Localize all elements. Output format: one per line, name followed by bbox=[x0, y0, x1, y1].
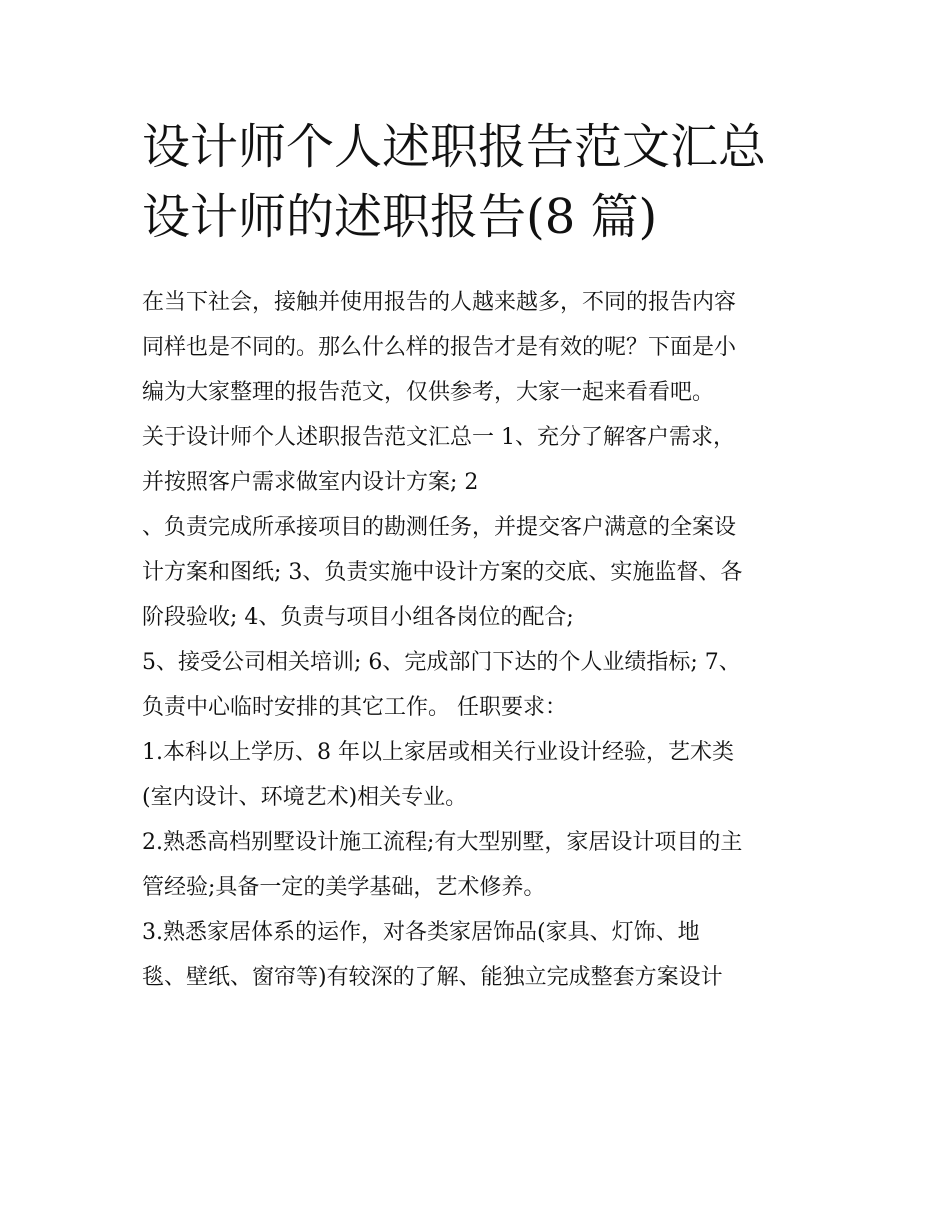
body-line: 2.熟悉高档别墅设计施工流程;有大型别墅，家居设计项目的主 bbox=[142, 830, 743, 855]
body-line: 管经验;具备一定的美学基础，艺术修养。 bbox=[142, 875, 546, 900]
body-line: 关于设计师个人述职报告范文汇总一 1、充分了解客户需求， bbox=[142, 425, 735, 450]
body-line: 负责中心临时安排的其它工作。 任职要求： bbox=[142, 695, 567, 720]
title-line: 设计师的述职报告(8 篇) bbox=[142, 189, 658, 245]
body-line: 编为大家整理的报告范文，仅供参考，大家一起来看看吧。 bbox=[142, 380, 715, 405]
body-line: 毯、壁纸、窗帘等)有较深的了解、能独立完成整套方案设计 bbox=[142, 965, 723, 990]
body-line: 1.本科以上学历、8 年以上家居或相关行业设计经验，艺术类 bbox=[142, 740, 734, 765]
body-line: 3.熟悉家居体系的运作，对各类家居饰品(家具、灯饰、地 bbox=[142, 920, 700, 945]
title-line: 设计师个人述职报告范文汇总 bbox=[142, 119, 767, 175]
document-body bbox=[142, 280, 822, 1000]
body-line: 计方案和图纸; 3、负责实施中设计方案的交底、实施监督、各 bbox=[142, 560, 743, 585]
body-line: 5、接受公司相关培训; 6、完成部门下达的个人业绩指标; 7、 bbox=[142, 650, 741, 675]
body-line: 、负责完成所承接项目的勘测任务，并提交客户满意的全案设 bbox=[142, 515, 737, 540]
body-line: 在当下社会，接触并使用报告的人越来越多，不同的报告内容 bbox=[142, 290, 737, 315]
document-title bbox=[142, 112, 822, 252]
body-line: 并按照客户需求做室内设计方案; 2 bbox=[142, 470, 479, 495]
body-line: 阶段验收; 4、负责与项目小组各岗位的配合; bbox=[142, 605, 574, 630]
body-line: (室内设计、环境艺术)相关专业。 bbox=[142, 785, 468, 810]
body-line: 同样也是不同的。那么什么样的报告才是有效的呢？下面是小 bbox=[142, 335, 737, 360]
